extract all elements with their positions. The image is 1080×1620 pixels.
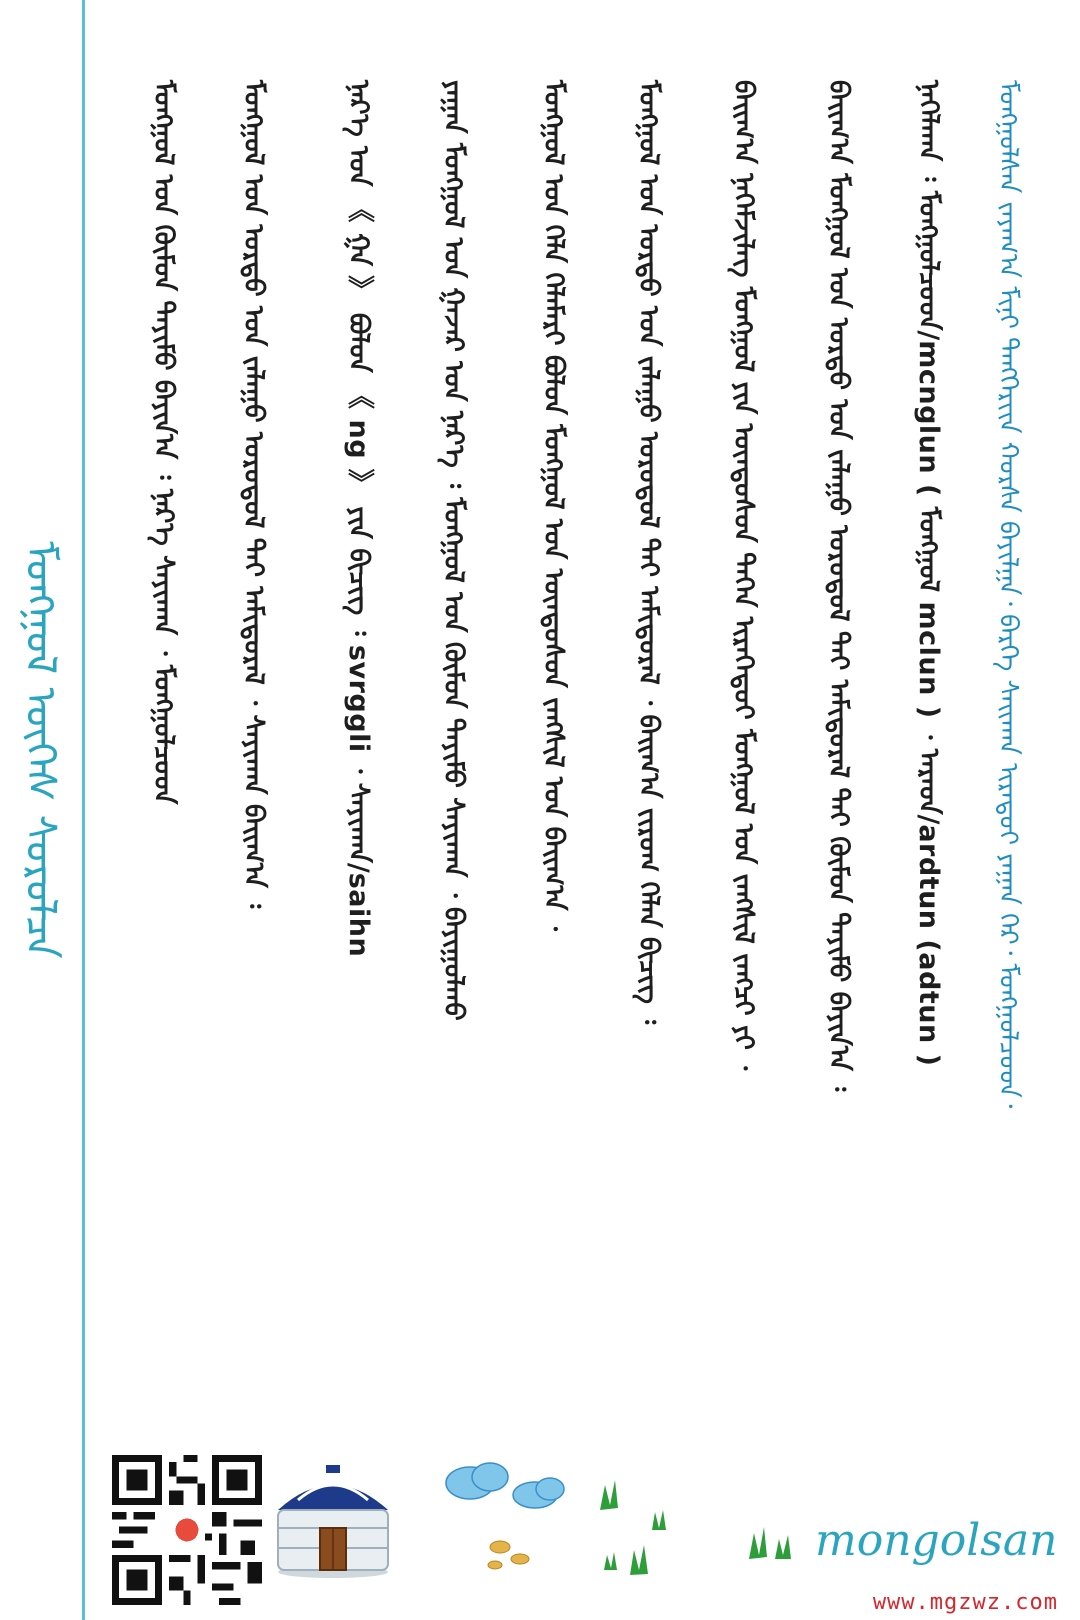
grass-icon [745, 1521, 805, 1561]
text-column-1 [905, 80, 952, 1380]
column-text: ᠮᠣᠩᠭᠣᠯ ᠤᠨ ᠬᠡᠯᠡ ᠬᠡᠯᠡᠮᠡᠷᠢ ᠪᠤᠯᠤᠨ ᠮᠣᠩᠭᠣᠯ ᠤᠨ ᠦᠨᠳᠦᠰᠦᠨ ᠵᠠᠩᠰᠢᠯ ᠤᠨ ᠪᠠᠢᠭ᠎ᠠ ᠂ [538, 80, 569, 931]
column-text: ᠮᠤᠩᠭᠤᠯᠰᠠᠨ ᠵᠠᠶᠠᠭ᠎ᠠ ᠮᠢᠨᠢ ᠲᠡᠩᠭᠡᠷᠢᠢᠨ ᠬᠤᠷᠰᠠ ᠪᠠᠶᠢᠯᠭᠠ᠂ ᠪᠡᠷᠬᠡ ᠰᠠᠢᠬᠠᠨ ᠢᠷᠡᠳᠦᠢ ᠶᠠᠭᠠᠨ ᠭᠡᠷ᠂ ᠮᠤᠩᠭᠤᠯᠴᠤᠳ᠂ [993, 80, 1023, 1109]
column-text: ᠶᠠᠭᠠᠨ ᠮᠣᠩᠭᠣᠯ ᠤᠨ ᠭᠠᠵᠠᠷ ᠤᠨ ᠨᠡᠷ᠎ᠡ ᠄ ᠮᠣᠩᠭᠣᠯ ᠤᠨ ᠬᠦᠮᠦᠨ ᠲᠡᠶᠢᠮᠦ ᠰᠠᠶᠢᠬᠠᠨ ᠂ ᠪᠠᠶᠢᠭᠤᠯᠬᠤ [438, 80, 469, 1021]
column-text: ᠪᠠᠢᠭ᠎ᠠ ᠨᠡᠬᠡᠮᠵᠢᠯᠡᠭ ᠮᠣᠩᠭᠣᠯ ᠶᠢᠨ ᠦᠨᠳᠦᠰᠦᠨ ᠳᠡᠭᠡᠨ ᠢᠷᠡᠭᠡᠳᠦᠢ ᠮᠣᠩᠭᠣᠯ ᠤᠨ ᠵᠠᠩᠰᠢᠯ ᠵᠠᠩᠴᠢ ᠶᠢ ᠂ [728, 80, 759, 1071]
column-text: ᠮᠣᠩᠭᠣᠯ ᠤᠨ ᠤᠷᠳᠤ ᠤᠨ ᠵᠠᠯᠠᠭᠤ ᠤᠷᠤᠳᠤᠯ ᠲᠠᠢ ᠠᠮᠢᠳᠤᠷᠠᠯ ᠂ ᠰᠠᠶᠢᠬᠠᠨ ᠪᠠᠢᠭ᠎ᠠ ᠄ [238, 80, 269, 909]
site-url[interactable]: www.mgzwz.com [872, 1590, 1058, 1615]
grass-icon [590, 1470, 680, 1580]
column-text: ᠮᠣᠩᠭᠣᠯ ᠤᠨ ᠤᠷᠳᠤ ᠤᠨ ᠵᠠᠯᠠᠭᠤ ᠤᠷᠤᠳᠤᠯ ᠲᠠᠢ ᠠᠮᠢᠳᠤᠷᠠᠯ ᠂ ᠪᠠᠢᠭ᠎ᠠ ᠵᠢᠷᠤᠭ ᠬᠡᠯᠡᠨ ᠪᠢᠴᠢᠭ ᠄ [633, 80, 664, 1025]
text-column-9 [140, 80, 187, 1380]
text-column-2 [815, 80, 862, 1380]
text-column-4 [625, 80, 672, 1380]
column-text: ᠪᠠᠢᠭ᠎ᠠ ᠮᠣᠩᠭᠣᠯ ᠤᠨ ᠤᠷᠳᠤ ᠤᠨ ᠵᠠᠯᠠᠭᠤ ᠤᠷᠤᠳᠤᠯ ᠲᠠᠢ ᠠᠮᠢᠳᠤᠷᠠᠯ ᠲᠠᠢ ᠬᠦᠮᠦᠨ ᠲᠡᠶᠢᠮᠦ ᠪᠠᠶᠢᠨ᠎ᠠ ᠄ [823, 80, 854, 1092]
side-title-block [10, 490, 90, 1010]
page-title: ᠮᠣᠩᠭᠣᠯ ᠦᠭᠡᠰ ᠰᠤᠷᠤᠯᠴᠠ [16, 541, 66, 959]
column-text: ᠨᠡᠬᠡᠯᠡᠭ᠍ᠡ ᠄ ᠮᠣᠩᠭᠤᠯᠴᠤᠳ/mcnglun ( ᠮᠣᠩᠭᠣᠯ mclun ) ᠂ ᠠᠷᠠᠳ/ardtun (adtun ) [913, 80, 944, 1067]
text-column-accent [985, 80, 1031, 1380]
brand-name: mongolsan [815, 1515, 1058, 1566]
text-column-8 [230, 80, 277, 1380]
column-text: ᠨᠡᠷ᠎ᠡ ᠤᠨ 《 ᠭᠠ 》 ᠪᠣᠯᠤᠨ 《 ng 》 ᠶᠢᠨ ᠪᠢᠴᠢᠭ ᠄ svrggli ᠂ ᠰᠠᠶᠢᠬᠠᠨ/saihn [343, 80, 374, 958]
text-column-3 [720, 80, 767, 1380]
text-column-6 [430, 80, 477, 1380]
column-text: ᠮᠣᠩᠭᠣᠯ ᠤᠨ ᠬᠦᠮᠦᠨ ᠲᠡᠶᠢᠮᠦ ᠪᠠᠶᠢᠨ᠎ᠠ ᠄ ᠨᠡᠷ᠎ᠡ ᠰᠠᠶᠢᠬᠠᠨ ᠂ ᠮᠣᠩᠭᠣᠯᠴᠤᠳ [148, 80, 179, 805]
qr-code-icon [112, 1455, 262, 1605]
yurt-icon [268, 1440, 398, 1580]
brand-logo [745, 1515, 1057, 1566]
text-column-7 [335, 80, 382, 1380]
text-column-5 [530, 80, 577, 1380]
cloud-icon [440, 1455, 580, 1575]
